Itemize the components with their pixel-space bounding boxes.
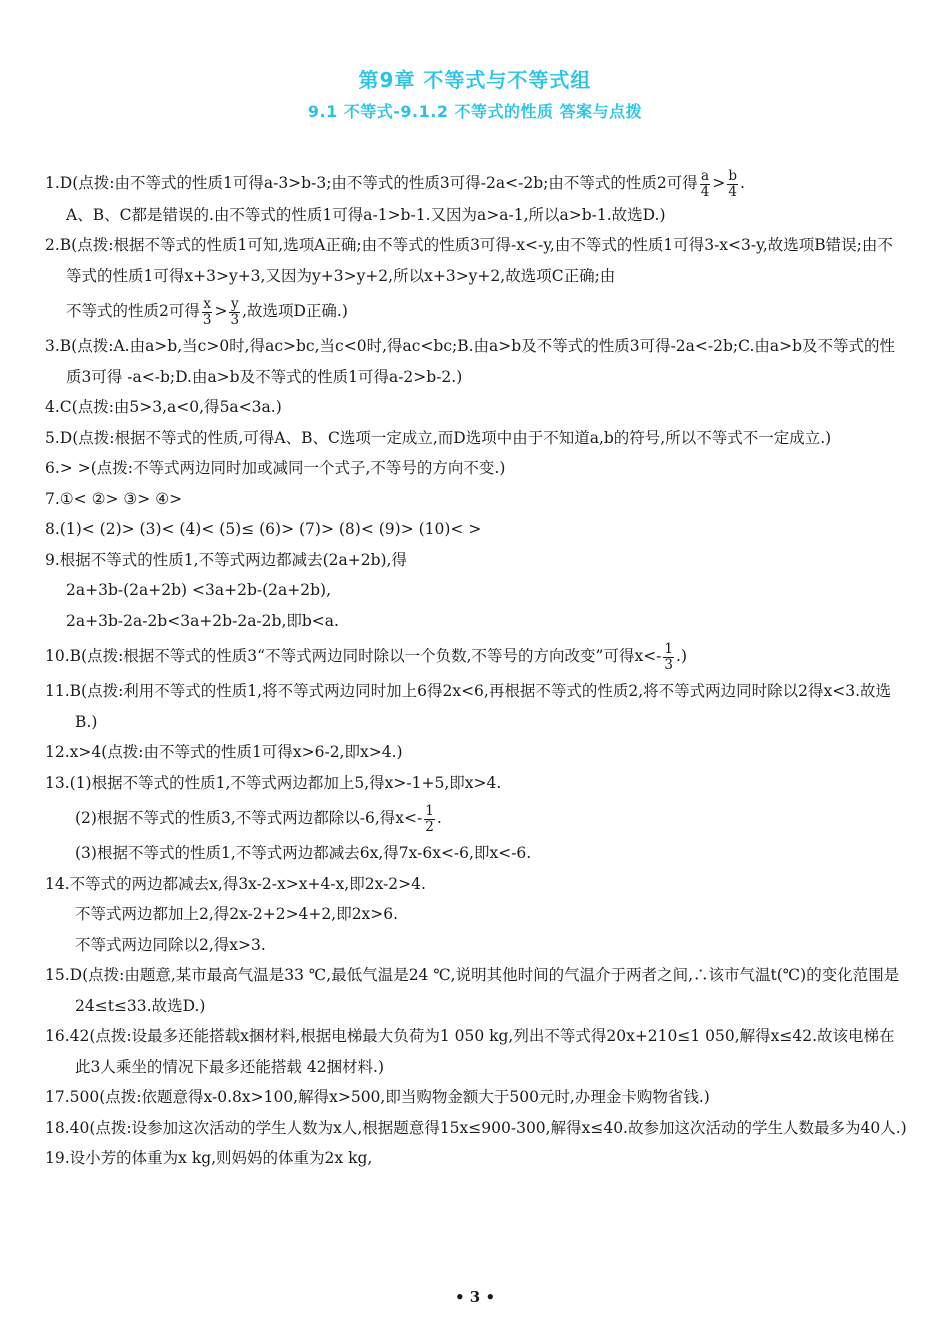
answer-14-line-2: 不等式两边都加上2,得2x-2+2>4+2,即2x>6. — [75, 905, 399, 923]
fraction-b-over-4 — [727, 169, 738, 200]
fraction-y-over-3 — [229, 297, 240, 328]
answer-9-line-3: 2a+3b-2a-2b<3a+2b-2a-2b,即b<a. — [66, 611, 339, 630]
fraction-x-over-3 — [202, 297, 213, 328]
answer-7: 7.①< ②> ③> ④> — [45, 489, 183, 508]
inequality-sign: > — [214, 302, 228, 320]
answer-12: 12.x>4(点拨:由不等式的性质1可得x>6-2,即x>4.) — [45, 743, 403, 761]
answer-10-text: 10.B(点拨:根据不等式的性质3“不等式两边同时除以一个负数,不等号的方向改变”可得x<- — [45, 647, 662, 665]
fraction-numerator: 1 — [664, 640, 674, 657]
answer-2-text: 2.B(点拨:根据不等式的性质1可知,选项A正确;由不等式的性质3可得-x<-y,由不等式的性质1可得3-x<3-y,故选项B错误;由不等式的性质1可得x+3>y+3,又因为y+3>y+2,所以x+3>y+2,故选项C正确;由 — [45, 236, 893, 285]
fraction-denominator: 3 — [202, 311, 212, 328]
answer-16: 16.42(点拨:设最多还能搭载x捆材料,根据电梯最大负荷为1 050 kg,列出不等式得20x+210≤1 050,解得x≤42.故该电梯在此3人乘坐的情况下最多还能搭载 42捆材料.) — [45, 1027, 895, 1076]
page-number: • 3 • — [454, 1288, 496, 1306]
answer-10-end: .) — [676, 647, 687, 665]
answer-9 — [45, 545, 907, 637]
fraction-denominator: 4 — [728, 183, 737, 200]
answer-6: 6.> >(点拨:不等式两边同时加或减同一个式子,不等号的方向不变.) — [45, 459, 506, 477]
section-title: 9.1 不等式-9.1.2 不等式的性质 答案与点拨 — [307, 102, 643, 121]
fraction-a-over-4 — [700, 169, 711, 200]
answer-1-text: 1.D(点拨:由不等式的性质1可得a-3>b-3;由不等式的性质3可得-2a<-2b;由不等式的性质2可得 — [45, 174, 698, 192]
answer-2-end: ,故选项D正确.) — [242, 302, 348, 320]
answer-14 — [45, 869, 907, 961]
fraction-denominator: 3 — [664, 656, 674, 673]
answer-2 — [45, 230, 907, 331]
answer-4: 4.C(点拨:由5>3,a<0,得5a<3a.) — [45, 398, 282, 416]
answer-9-line-2: 2a+3b-(2a+2b) <3a+2b-(2a+2b), — [66, 581, 331, 599]
answer-13 — [45, 768, 907, 869]
answer-14-line-1: 14.不等式的两边都减去x,得3x-2-x>x+4-x,即2x-2>4. — [45, 874, 426, 893]
fraction-numerator: x — [203, 295, 211, 312]
fraction-denominator: 4 — [700, 183, 710, 200]
chapter-title: 第9章 不等式与不等式组 — [358, 68, 592, 92]
fraction-denominator: 2 — [425, 818, 434, 835]
fraction-1-over-3 — [663, 642, 674, 673]
fraction-numerator: a — [700, 167, 710, 184]
answer-18: 18.40(点拨:设参加这次活动的学生人数为x人,根据题意得15x≤900-300,解得x≤40.故参加这次活动的学生人数最多为40人.) — [45, 1118, 907, 1137]
answer-3: 3.B(点拨:A.由a>b,当c>0时,得ac>bc,当c<0时,得ac<bc;B.由a>b及不等式的性质3可得-2a<-2b;C.由a>b及不等式的性质3可得 -a<-b;D.由a>b及不等式的性质1可得a-2>b-2.) — [45, 337, 896, 386]
answer-13-line-2: (2)根据不等式的性质3,不等式两边都除以-6,得x<- — [75, 809, 423, 827]
fraction-numerator: 1 — [425, 802, 434, 819]
fraction-1-over-2 — [424, 804, 435, 835]
answer-1 — [45, 168, 907, 230]
answer-1-end: . — [739, 174, 745, 192]
answer-1-line-2: A、B、C都是错误的.由不等式的性质1可得a-1>b-1.又因为a>a-1,所以a>b-1.故选D.) — [66, 205, 666, 224]
answer-8: 8.(1)< (2)> (3)< (4)< (5)≤ (6)> (7)> (8)< (9)> (10)< > — [45, 520, 482, 538]
inequality-sign: > — [712, 174, 726, 192]
fraction-numerator: y — [230, 295, 239, 312]
answer-11: 11.B(点拨:利用不等式的性质1,将不等式两边同时加上6得2x<6,再根据不等式的性质2,将不等式两边同时除以2得x<3.故选B.) — [45, 682, 892, 731]
fraction-denominator: 3 — [230, 311, 240, 328]
answer-17: 17.500(点拨:依题意得x-0.8x>100,解得x>500,即当购物金额大于500元时,办理金卡购物省钱.) — [45, 1088, 710, 1106]
answer-9-line-1: 9.根据不等式的性质1,不等式两边都减去(2a+2b),得 — [45, 550, 407, 569]
answer-19: 19.设小芳的体重为x kg,则妈妈的体重为2x kg, — [45, 1149, 373, 1167]
answer-14-line-3: 不等式两边同除以2,得x>3. — [75, 935, 266, 954]
answer-5: 5.D(点拨:根据不等式的性质,可得A、B、C选项一定成立,而D选项中由于不知道a,b的符号,所以不等式不一定成立.) — [45, 428, 832, 447]
answer-15: 15.D(点拨:由题意,某市最高气温是33 ℃,最低气温是24 ℃,说明其他时间的气温介于两者之间,∴该市气温t(℃)的变化范围是24≤t≤33.故选D.) — [45, 966, 900, 1015]
title-block — [0, 62, 950, 126]
answer-10 — [45, 636, 907, 676]
fraction-numerator: b — [728, 167, 737, 184]
answer-2-text-cont: 不等式的性质2可得 — [66, 302, 200, 320]
answer-list — [45, 168, 907, 1174]
answer-13-line-3: (3)根据不等式的性质1,不等式两边都减去6x,得7x-6x<-6,即x<-6. — [75, 844, 532, 862]
answer-13-line-2-end: . — [436, 809, 442, 827]
answer-13-line-1: 13.(1)根据不等式的性质1,不等式两边都加上5,得x>-1+5,即x>4. — [45, 773, 502, 792]
